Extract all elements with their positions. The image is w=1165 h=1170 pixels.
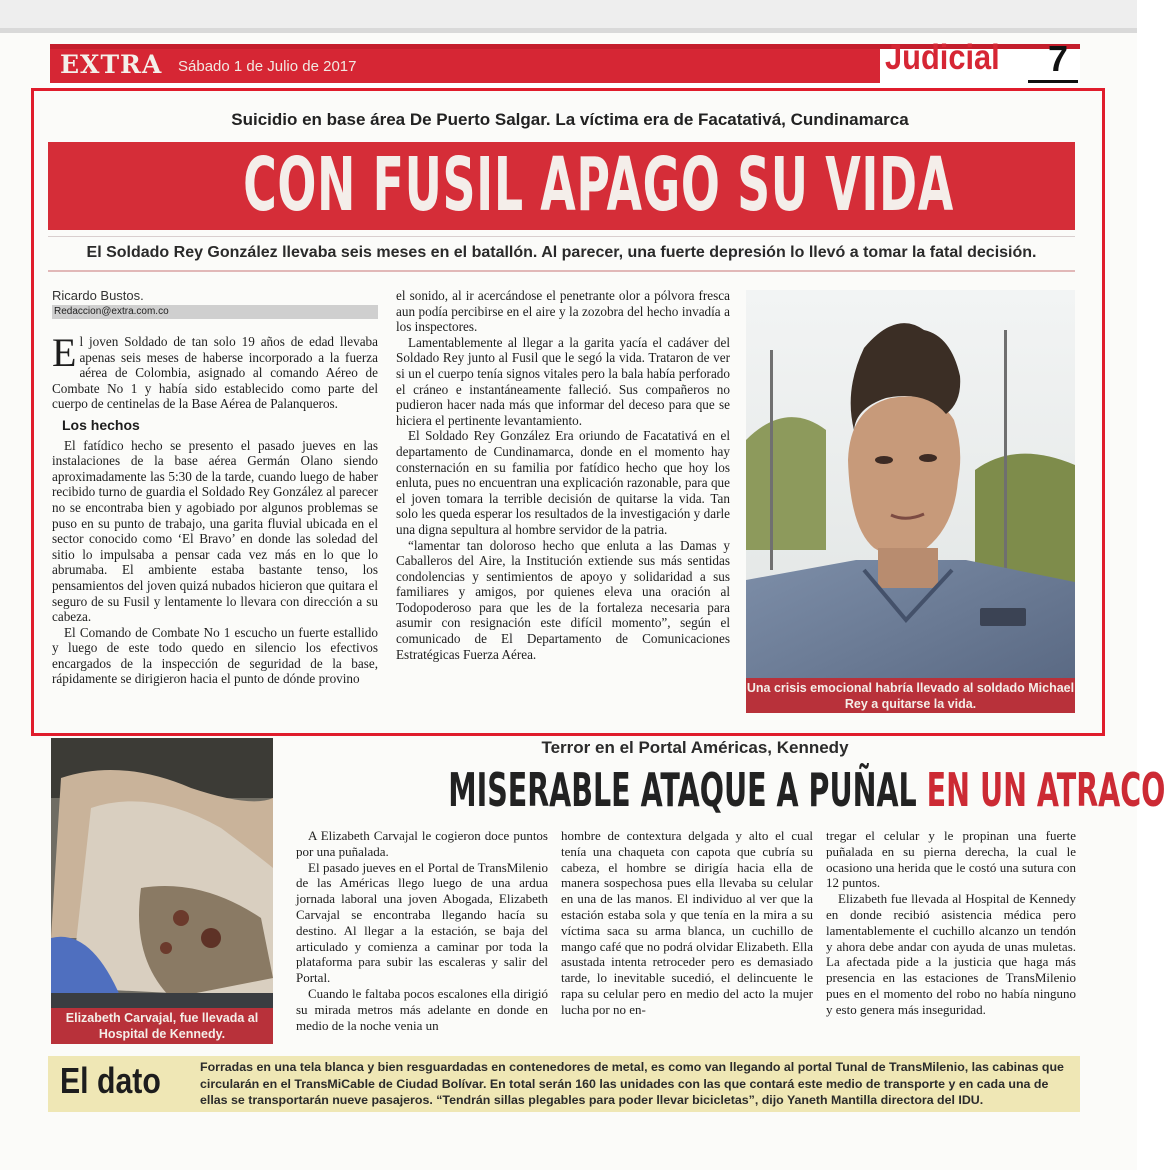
article2-paragraph: Elizabeth fue llevada al Hospital de Kennedy en donde recibió asistencia médica pero lamentablemente el cuchillo alcanzo un tendón y ahora debe andar con ayuda de unas muletas. La afectada pide a la justicia que haga más presencia en las estaciones de TransMilenio pues en el momento del robo no había ninguno y esto genera más inseguridad. [826,891,1076,1017]
scan-divider [0,28,1137,33]
article1-email: Redaccion@extra.com.co [52,305,378,319]
article1-paragraph: El Soldado Rey González Era oriundo de Facatativá en el departamento de Cundinamarca, donde en el momento hay consternación en su familia por fatídico hecho que hoy los enluta, pues no encuentran una explicación razonable, para que el joven tomara la terrible decisión de quitarse la vida. Tan solo les queda esperar los resultados de la investigación y darle una digna sepultura al hombre servidor de la patria. [396,428,730,537]
article1-kicker: Suicidio en base área De Puerto Salgar. La víctima era de Facatativá, Cundinamarca [231,110,909,129]
drop-cap: E [52,330,77,375]
article1-paragraph: El Comando de Combate No 1 escucho un fuerte estallido y luego de este todo quedo en silencio los efectivos encargados de la inspección de seguridad de la base, rápidamente se dirigieron hacia el punto de dónde provino [52,624,378,687]
article2-column-1 [296,828,548,1033]
highlight-frame [31,88,1105,736]
victim-photo-caption: Elizabeth Carvajal, fue llevada al Hospital de Kennedy. [51,1008,273,1044]
article2-headline-dark: MISERABLE ATAQUE A PUÑAL [448,763,917,817]
article2-headline [448,762,1165,818]
victim-photo [51,738,273,1044]
article1-subsection-title: Los hechos [62,416,140,433]
el-dato-text: Forradas en una tela blanca y bien resguardadas en contenedores de metal, es como van llegando al portal Tunal de TransMilenio, las cabinas que circularán en el TransMiCable de Ciudad Bolívar. En total serán 160 las unidades con las que contará este medio de transporte y en cada una de ellas se transportarán nueve pasajeros. “Tendrán sillas plegables para poder llevar bicicletas”, dijo Yaneth Mantilla directora del IDU. [200,1060,1064,1107]
masthead-red-bar [50,49,880,83]
page-number-underline [1028,80,1078,83]
article2-headline-red: EN UN ATRACO [926,763,1165,817]
article2-paragraph: hombre de contextura delgada y alto el cual tenía una chaqueta con capota que cubría su cabeza, el hombre se dirigía hacia ella de manera sospechosa pues ella llevaba su celular en una de las manos. El individuo al ver que la estación estaba sola y que tenía en la mira a su víctima saca su arma blanca, un cuchillo de mango café que no podrá olvidar Elizabeth. Ella asustada intenta retroceder pero es demasiado tarde, lo inevitable sucedió, el delincuente le rapa su celular pero en medio del acto la mujer lucha por no en- [561,828,813,1017]
extra-logo: EXTRA [60,50,163,79]
el-dato-label: El dato [60,1060,161,1101]
article1-headline: CON FUSIL APAGO SU VIDA [243,142,954,228]
article1-paragraph: l joven Soldado de tan solo 19 años de edad llevaba apenas seis meses de haberse incorporado a la fuerza aérea de Colombia, asignado al comando Aéreo de Combate No 1 y había sido establecido como parte del cuerpo de centinelas de la Base Aérea de Palanqueros. [52,334,378,412]
article1-byline: Ricardo Bustos. [52,288,144,303]
article2-paragraph: A Elizabeth Carvajal le cogieron doce puntos por una puñalada. [296,828,548,859]
article1-paragraph: “lamentar tan doloroso hecho que enluta a las Damas y Caballeros del Aire, la Institución extiende sus más sentidas condolencias y sentimientos de apoyo y solidaridad a sus familiares y amigos, por quienes eleva una oración al Todopoderoso para que les de la fortaleza necesaria para asumir con resignación este difícil momento”, según el comunicado de El Departamento de Comunicaciones Estratégicas Fuerza Aérea. [396,537,730,662]
soldier-photo-caption: Una crisis emocional habría llevado al soldado Michael Rey a quitarse la vida. [746,678,1075,713]
article2-column-2 [561,828,813,1018]
article1-paragraph: el sonido, al ir acercándose el penetrante olor a pólvora fresca aun podía percibirse en el aire y la zozobra del hecho invadía a los inspectores. [396,288,730,335]
section-title: Judicial [885,38,1000,77]
issue-date: Sábado 1 de Julio de 2017 [178,58,357,75]
article2-column-3 [826,828,1076,1018]
article1-subhead: El Soldado Rey González llevaba seis meses en el batallón. Al parecer, una fuerte depresión lo llevó a tomar la fatal decisión. [86,244,1037,261]
article1-paragraph: Lamentablemente al llegar a la garita yacía el cadáver del Soldado Rey junto al Fusil que le segó la vida. Trataron de ver si un el cuerpo tenía signos vitales pero la bala había perforado el cráneo e instantáneamente falleció. Sus compañeros no pudieron hacer nada más que informar del deceso para que se hiciera el pertinente levantamiento. [396,334,730,428]
scan-top-edge [0,0,1137,28]
article2-paragraph: Cuando le faltaba pocos escalones ella dirigió su mirada metros más adelante en donde en medio de la noche venia un [296,985,548,1033]
article2-paragraph: tregar el celular y le propinan una fuerte puñalada en su pierna derecha, la cual le ocasiono una herida que le costó una sutura con 12 puntos. [826,828,1076,891]
article2-paragraph: El pasado jueves en el Portal de TransMilenio de las Américas llego luego de una ardua jornada laboral una joven Abogada, Elizabeth Carvajal se encontraba llegando hacía su destino. Al llegar a la estación, se baja del articulado y comienza a caminar por toda la plataforma para subir las escaleras y salir del Portal. [296,859,548,986]
article1-paragraph: El fatídico hecho se presento el pasado jueves en las instalaciones de la base aérea Germán Olano siendo aproximadamente las 5:30 de la tarde, cuando luego de haber recibido turno de guardia el Soldado Rey González al parecer no se encontraba bien y agobiado por algunos problemas se puso en su punto de trabajo, una garita fluvial ubicada en el sector conocido como ‘El Bravo’ en donde las soledad del sitio lo impulsaba a pensar cada vez más en lo que lo abrumaba. El ambiente estaba bastante tenso, los pensamientos del joven quizá nubados hicieron que quitara el seguro de su Fusil y lentamente lo llevara con dirección a su cabeza. [52,437,378,625]
page-number: 7 [1048,38,1069,79]
article2-kicker: Terror en el Portal Américas, Kennedy [541,738,849,757]
